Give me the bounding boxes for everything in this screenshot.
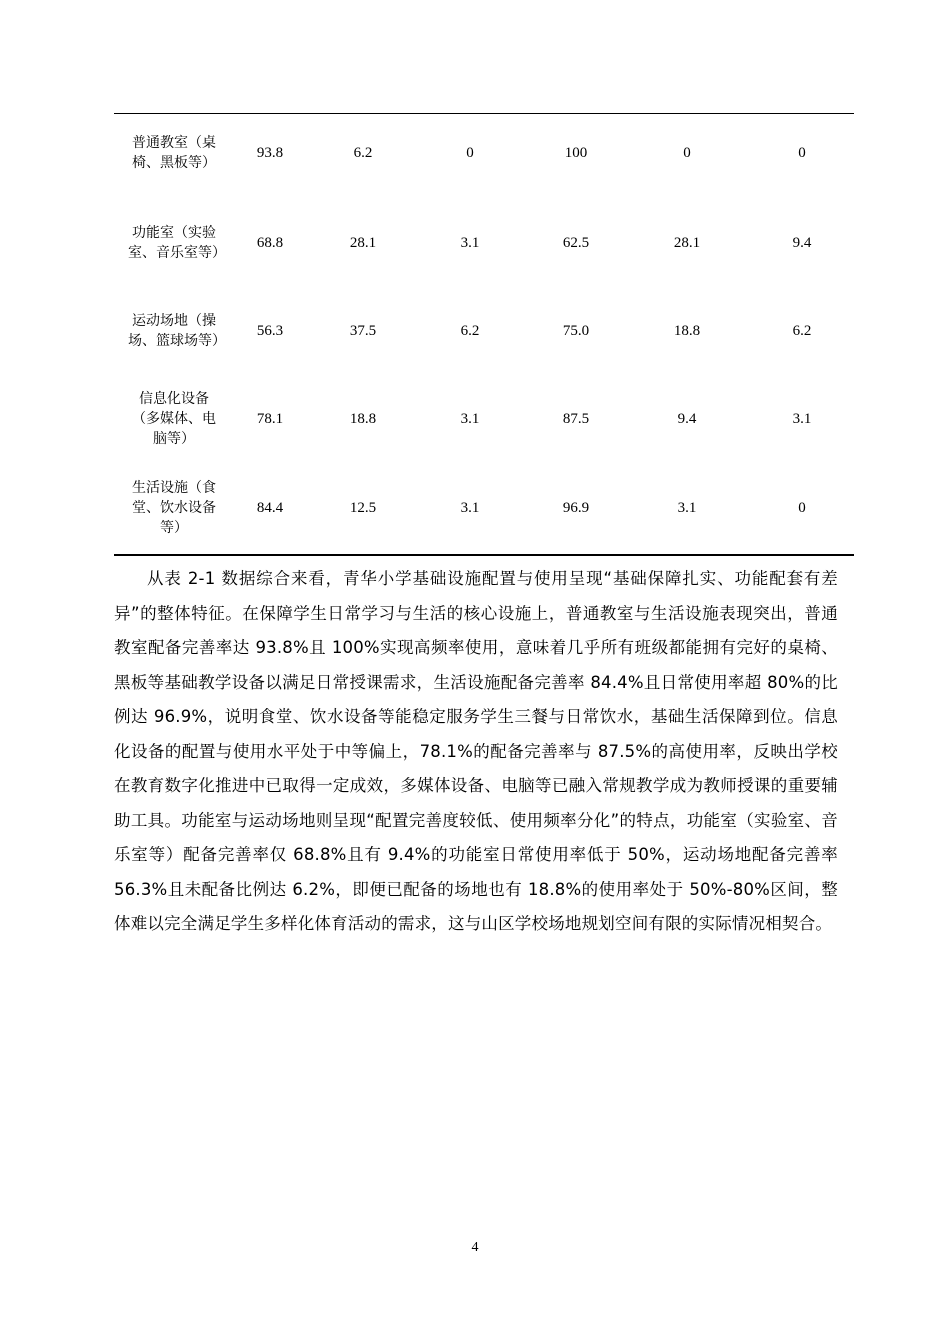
table-cell: 96.9 bbox=[562, 499, 590, 516]
table-cell: 68.8 bbox=[256, 234, 284, 251]
table-cell: 3.1 bbox=[792, 410, 812, 427]
table-cell: 3.1 bbox=[677, 499, 697, 516]
table-cell: 84.4 bbox=[256, 499, 284, 516]
table-cell: 0 bbox=[798, 144, 806, 161]
table-cell: 6.2 bbox=[460, 322, 480, 339]
row-label: 信息化设备（多媒体、电脑等） bbox=[132, 391, 216, 447]
table-cell: 6.2 bbox=[792, 322, 812, 339]
table-cell: 3.1 bbox=[460, 410, 480, 427]
table-row bbox=[114, 120, 854, 186]
table-cell: 9.4 bbox=[677, 410, 697, 427]
table-row bbox=[114, 475, 854, 541]
table-cell: 62.5 bbox=[562, 234, 590, 251]
table-cell: 18.8 bbox=[349, 410, 377, 427]
table-cell: 6.2 bbox=[353, 144, 373, 161]
row-label: 普通教室（桌椅、黑板等） bbox=[132, 135, 216, 171]
table-cell: 37.5 bbox=[349, 322, 377, 339]
table-cell: 28.1 bbox=[673, 234, 701, 251]
table-row bbox=[114, 210, 854, 276]
table-cell: 12.5 bbox=[349, 499, 377, 516]
table-cell: 18.8 bbox=[673, 322, 701, 339]
table-cell: 0 bbox=[466, 144, 474, 161]
row-label: 运动场地（操场、篮球场等） bbox=[128, 313, 226, 349]
row-label: 生活设施（食堂、饮水设备等） bbox=[132, 480, 216, 536]
table-top-rule bbox=[114, 113, 854, 114]
row-label: 功能室（实验室、音乐室等） bbox=[128, 225, 226, 261]
body-paragraph: 从表 2-1 数据综合来看，青华小学基础设施配置与使用呈现“基础保障扎实、功能配套有差异”的整体特征。在保障学生日常学习与生活的核心设施上，普通教室与生活设施表现突出，普通教室配备完善率达 93.8%且 100%实现高频率使用，意味着几乎所有班级都能拥有完好的桌椅、黑板等基础教学设备以满足日常授课需求，生活设施配备完善率 84.4%且日常使用率超 80%的比例达 96.9%，说明食堂、饮水设备等能稳定服务学生三餐与日常饮水，基础生活保障到位。信息化设备的配置与使用水平处于中等偏上，78.1%的配备完善率与 87.5%的高使用率，反映出学校在教育数字化推进中已取得一定成效，多媒体设备、电脑等已融入常规教学成为教师授课的重要辅助工具。功能室与运动场地则呈现“配置完善度较低、使用频率分化”的特点，功能室（实验室、音乐室等）配备完善率仅 68.8%且有 9.4%的功能室日常使用率低于 50%，运动场地配备完善率 56.3%且未配备比例达 6.2%，即便已配备的场地也有 18.8%的使用率处于 50%-80%区间，整体难以完全满足学生多样化体育活动的需求，这与山区学校场地规划空间有限的实际情况相契合。 bbox=[114, 569, 838, 933]
table-cell: 9.4 bbox=[792, 234, 812, 251]
table-cell: 3.1 bbox=[460, 499, 480, 516]
table-cell: 0 bbox=[683, 144, 691, 161]
table-cell: 3.1 bbox=[460, 234, 480, 251]
table-cell: 28.1 bbox=[349, 234, 377, 251]
table-cell: 93.8 bbox=[256, 144, 284, 161]
table-bottom-rule bbox=[114, 554, 854, 556]
page-number: 4 bbox=[471, 1240, 479, 1255]
table-cell: 0 bbox=[798, 499, 806, 516]
table-cell: 78.1 bbox=[256, 410, 284, 427]
table-cell: 75.0 bbox=[562, 322, 590, 339]
table-cell: 100 bbox=[564, 144, 588, 161]
table-cell: 56.3 bbox=[256, 322, 284, 339]
table-row bbox=[114, 386, 854, 452]
table-cell: 87.5 bbox=[562, 410, 590, 427]
table-row bbox=[114, 298, 854, 364]
